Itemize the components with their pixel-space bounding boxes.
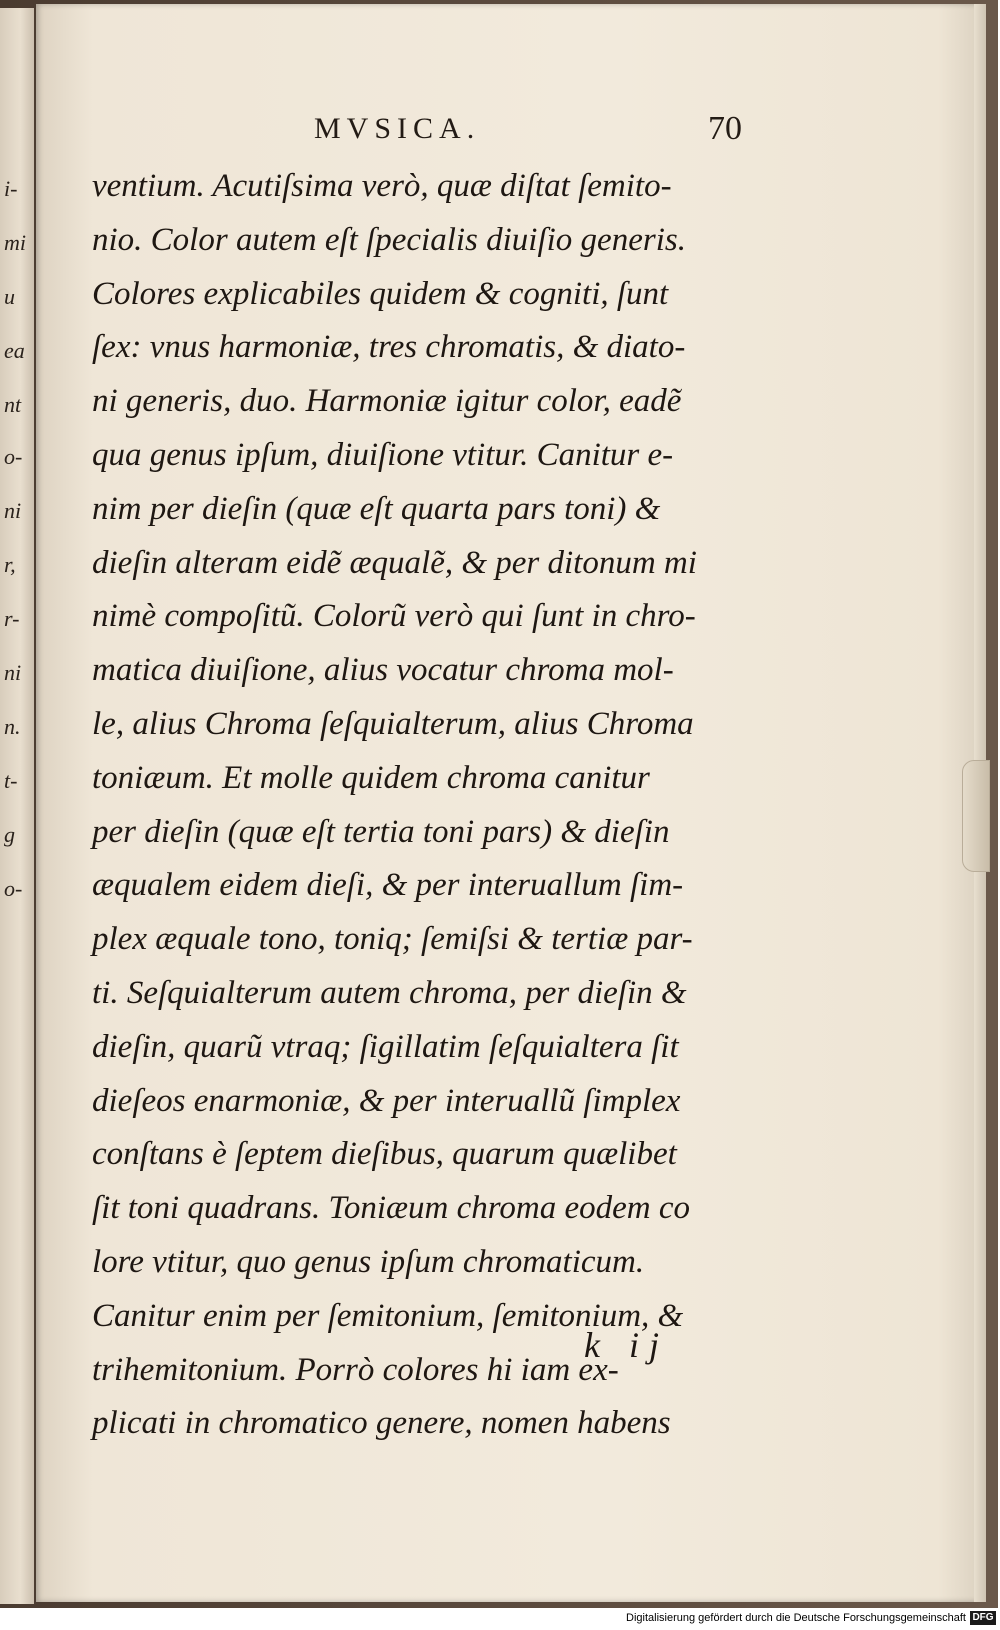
text-line: ſex: vnus harmoniæ, tres chromatis, & diato- <box>92 329 686 366</box>
left-margin-fragment: o- <box>4 876 23 901</box>
left-margin-fragment: ni <box>4 498 22 523</box>
left-margin-fragment: u <box>4 284 15 309</box>
text-line: nimè compoſitũ. Colorũ verò qui ſunt in chro- <box>92 598 696 635</box>
page-tab-marker <box>962 760 990 872</box>
text-line: qua genus ipſum, diuiſione vtitur. Canitur e- <box>92 436 674 473</box>
left-margin-fragment: i- <box>4 176 18 201</box>
dfg-logo-icon: DFG <box>970 1611 996 1625</box>
left-margin-fragment: o- <box>4 444 23 469</box>
text-line: per dieſin (quæ eſt tertia toni pars) & dieſin <box>92 813 670 850</box>
text-line: ti. Seſquialterum autem chroma, per dieſin & <box>92 974 687 1011</box>
text-line: ſit toni quadrans. Toniæum chroma eodem co <box>92 1190 690 1227</box>
text-line: plex æquale tono, toniq; ſemiſsi & tertiæ par- <box>92 921 693 958</box>
left-margin-fragment: mi <box>4 230 26 255</box>
text-line: nim per dieſin (quæ eſt quarta pars toni) & <box>92 490 661 527</box>
left-page-edge <box>0 8 34 1604</box>
footer-credit: Digitalisierung gefördert durch die Deutsche Forschungsgemeinschaft <box>626 1612 966 1624</box>
text-line: matica diuiſione, alius vocatur chroma mol- <box>92 652 674 689</box>
signature-mark: k ij <box>584 1325 669 1365</box>
text-line: lore vtitur, quo genus ipſum chromaticum. <box>92 1243 645 1280</box>
text-line: ni generis, duo. Harmoniæ igitur color, eadẽ <box>92 383 682 420</box>
left-margin-fragment: r, <box>4 552 16 577</box>
text-line: Colores explicabiles quidem & cogniti, ſunt <box>92 275 669 312</box>
left-margin-fragment: t- <box>4 768 18 793</box>
text-line: nio. Color autem eſt ſpecialis diuiſio generis. <box>92 221 686 258</box>
body-text <box>92 160 792 1451</box>
left-margin-fragment: g <box>4 822 15 847</box>
left-margin-fragment: r- <box>4 606 20 631</box>
text-line: æqualem eidem dieſi, & per interuallum ſim- <box>92 867 684 904</box>
left-margin-fragment: nt <box>4 392 22 417</box>
left-margin-fragment: ea <box>4 338 25 363</box>
page-number: 70 <box>708 110 742 147</box>
text-line: dieſin alteram eidẽ æqualẽ, & per ditonum mi <box>92 544 697 581</box>
text-line: ventium. Acutiſsima verò, quæ diſtat ſemito- <box>92 168 672 204</box>
text-line: trihemitonium. Porrò colores hi iam ex- <box>92 1351 619 1388</box>
text-line: dieſin, quarũ vtraq; ſigillatim ſeſquialtera ſit <box>92 1028 679 1065</box>
text-line: dieſeos enarmoniæ, & per interuallũ ſimplex <box>92 1082 681 1119</box>
text-line: toniæum. Et molle quidem chroma canitur <box>92 759 650 796</box>
text-line: le, alius Chroma ſeſquialterum, alius Chroma <box>92 705 694 742</box>
left-margin-fragment: n. <box>4 714 21 739</box>
left-margin-fragment: ni <box>4 660 22 685</box>
running-header-title: MVSICA. <box>314 112 481 145</box>
text-line: plicati in chromatico genere, nomen habens <box>92 1405 671 1442</box>
text-line: conſtans è ſeptem dieſibus, quarum quælibet <box>92 1136 677 1173</box>
text-line: Canitur enim per ſemitonium, ſemitonium, & <box>92 1297 684 1334</box>
